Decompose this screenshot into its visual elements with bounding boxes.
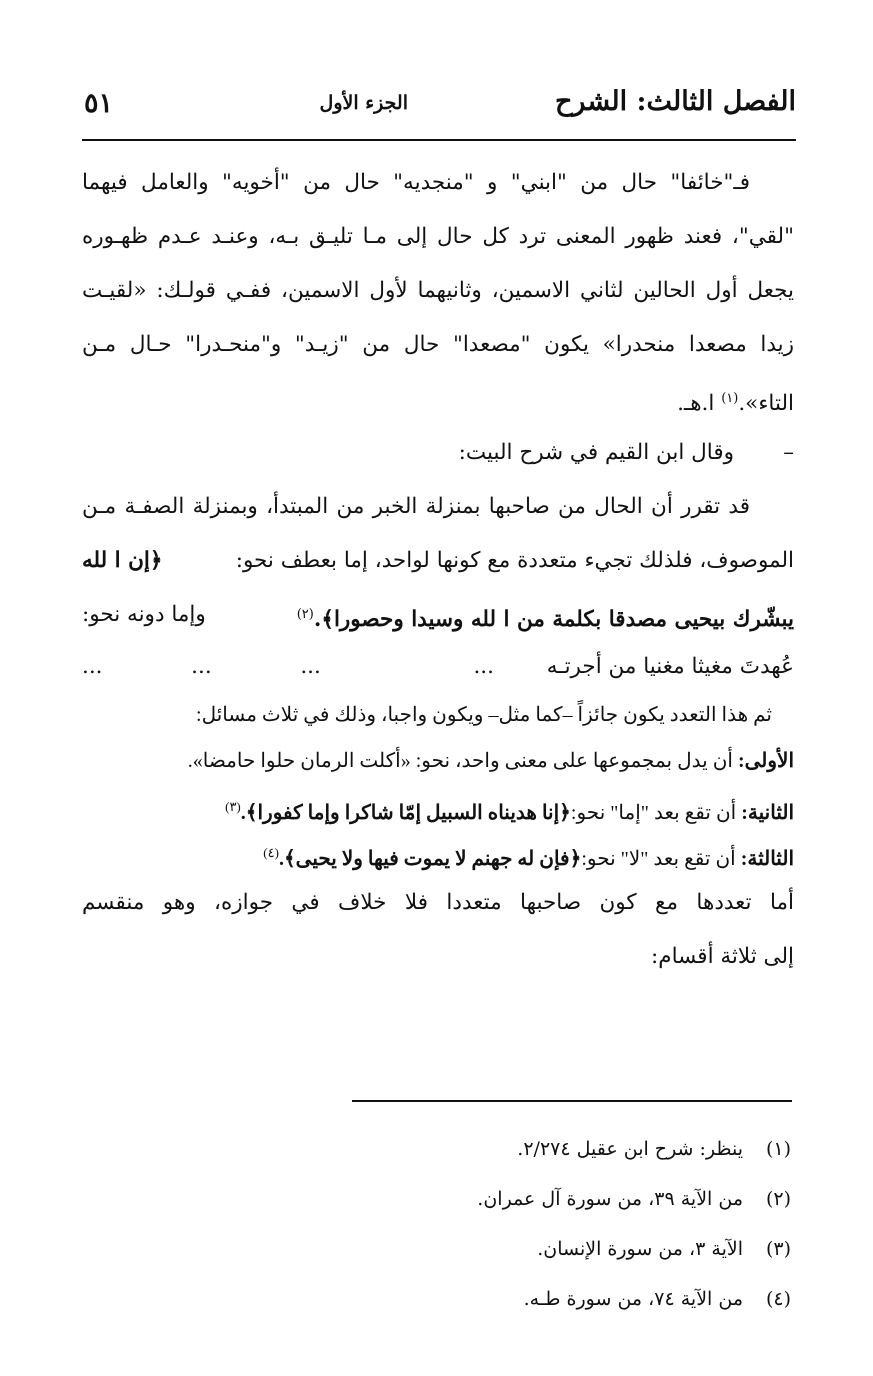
ellipsis: ...: [82, 654, 103, 679]
footnote-ref: (٣): [225, 799, 241, 814]
quran-quote: ﴿إن ا لله: [82, 548, 163, 573]
paragraph-3: [82, 480, 794, 642]
paragraph-2: [82, 426, 794, 480]
item-label: الثانية:: [741, 802, 794, 824]
running-header: [84, 86, 796, 132]
text-line: أما تعددها مع كون صاحبها متعددا فلا خلاف في جوازه، وهو منقسم: [82, 890, 794, 915]
footnote-number: (٢): [765, 1188, 791, 1210]
text-fragment: وإما دونه نحو:: [82, 602, 206, 627]
ellipsis: ...: [300, 654, 321, 679]
header-divider: [82, 139, 796, 141]
text-line: زيدا مصعدا منحدرا» يكون "مصعدا" حال من "زيـد" و"منحـدرا" حـال مـن: [82, 332, 794, 357]
footnote-item: [91, 1124, 791, 1174]
footnote-number: (٣): [765, 1238, 791, 1260]
text-line: قد تقرر أن الحال من صاحبها بمنزلة الخبر من المبتدأ، وبمنزلة الصفـة مـن: [82, 494, 750, 519]
item-label: الثالثة:: [740, 848, 794, 870]
text-line: [82, 784, 794, 830]
text-line: [82, 588, 794, 642]
text-fragment: أن يدل بمجموعها على معنى واحد، نحو: «أكلت الرمان حلوا حامضا».: [187, 750, 733, 772]
list-dash: –: [783, 440, 794, 465]
footnote-text: الآية ٣، من سورة الإنسان.: [537, 1238, 743, 1260]
footnote-item: [91, 1174, 791, 1224]
text-line: فـ"خائفا" حال من "ابني" و "منجديه" حال من "أخويه" والعامل فيهما: [82, 170, 750, 195]
footnote-ref: (٤): [263, 845, 279, 860]
footnote-number: (١): [765, 1138, 791, 1160]
footnotes: [91, 1124, 791, 1324]
footnote-text: ينظر: شرح ابن عقيل ٢/٢٧٤.: [517, 1138, 743, 1160]
quran-quote: يبشّرك بيحيى مصدقا بكلمة من ا لله وسيدا وحصورا﴾.: [313, 607, 794, 632]
footnote-item: [91, 1224, 791, 1274]
page-number: ٥١: [84, 88, 114, 119]
ellipsis: ...: [191, 654, 212, 679]
text-fragment: وقال ابن القيم في شرح البيت:: [458, 440, 734, 465]
text-fragment: التاء».: [738, 391, 794, 416]
verse-hemistich: عُهدتَ مغيثا مغنيا من أجرتـه: [546, 654, 794, 679]
text-fragment: ا.هـ.: [677, 391, 715, 416]
main-text: [82, 156, 794, 984]
footnote-ref: (١): [721, 391, 739, 406]
poetry-verse: [82, 642, 794, 692]
footnote-divider: [352, 1100, 792, 1102]
quoted-passage: [82, 692, 794, 876]
text-line: يجعل أول الحالين لثاني الاسمين، وثانيهما لأول الاسمين، ففـي قولـك: «لقيـت: [82, 278, 794, 303]
footnote-number: (٤): [765, 1288, 791, 1310]
text-fragment: أن تقع بعد "لا" نحو:: [581, 848, 736, 870]
text-line: [82, 426, 794, 480]
chapter-title: الفصل الثالث: الشرح: [555, 86, 796, 117]
verse-ellipsis: [82, 642, 494, 692]
part-label: الجزء الأول: [319, 92, 408, 114]
footnote-item: [91, 1274, 791, 1324]
footnote-text: من الآية ٧٤، من سورة طـه.: [523, 1288, 743, 1310]
ellipsis: ...: [473, 654, 494, 679]
text-fragment: أن تقع بعد "إما" نحو:: [570, 802, 737, 824]
item-label: الأولى:: [737, 750, 794, 772]
paragraph-1: [82, 156, 794, 426]
text-line: [82, 372, 794, 426]
footnote-ref: (٢): [296, 607, 314, 622]
text-line: [82, 738, 794, 784]
footnote-text: من الآية ٣٩، من سورة آل عمران.: [477, 1188, 743, 1210]
text-fragment: الموصوف، فلذلك تجيء متعددة مع كونها لواحد، إما بعطف نحو:: [235, 548, 794, 573]
text-line: "لقي"، فعند ظهور المعنى ترد كل حال إلى مـا تليـق بـه، وعنـد عـدم ظهـوره: [82, 224, 794, 249]
paragraph-4: [82, 876, 794, 984]
quran-quote: ﴿فإن له جهنم لا يموت فيها ولا يحيى﴾.: [278, 848, 582, 870]
text-line: إلى ثلاثة أقسام:: [651, 944, 794, 969]
text-line: ثم هذا التعدد يكون جائزاً –كما مثل– ويكون واجبا، وذلك في ثلاث مسائل:: [196, 704, 772, 726]
text-line: [82, 830, 794, 876]
text-line: [82, 534, 794, 588]
quran-quote: ﴿إنا هديناه السبيل إمّا شاكرا وإما كفورا﴾.: [240, 802, 571, 824]
